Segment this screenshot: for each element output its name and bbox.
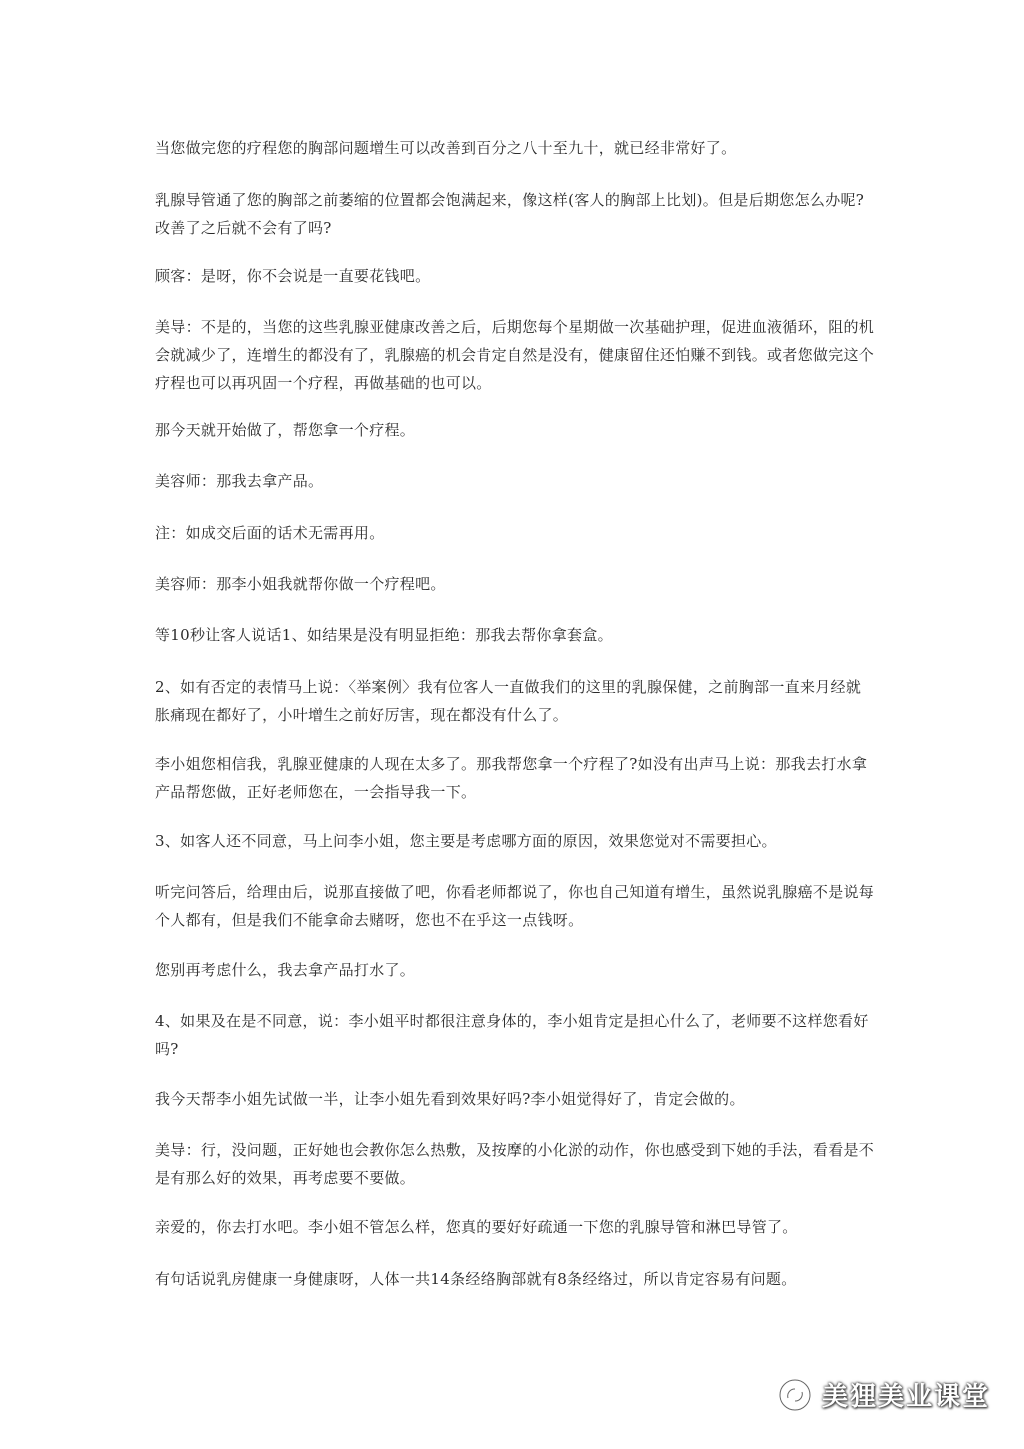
paragraph-8: 美容师：那李小姐我就帮你做一个疗程吧。 xyxy=(155,575,446,593)
wechat-official-account-icon xyxy=(778,1378,812,1412)
paragraph-5: 那今天就开始做了，帮您拿一个疗程。 xyxy=(155,421,416,439)
paragraph-10: 2、如有否定的表情马上说：〈举案例〉我有位客人一直做我们的这里的乳腺保健，之前胸部一直来月经就胀痛现在都好了，小叶增生之前好厉害，现在都没有什么了。 xyxy=(155,678,862,724)
paragraph-18: 亲爱的，你去打水吧。李小姐不管怎么样，您真的要好好疏通一下您的乳腺导管和淋巴导管了。 xyxy=(155,1218,798,1236)
paragraph-16: 我今天帮李小姐先试做一半，让李小姐先看到效果好吗?李小姐觉得好了，肯定会做的。 xyxy=(155,1090,745,1108)
paragraph-17: 美导：行，没问题，正好她也会教你怎么热敷，及按摩的小化淤的动作，你也感受到下她的手法，看看是不是有那么好的效果，再考虑要不要做。 xyxy=(155,1141,875,1187)
paragraph-11: 李小姐您相信我，乳腺亚健康的人现在太多了。那我帮您拿一个疗程了?如没有出声马上说：那我去打水拿产品帮您做，正好老师您在，一会指导我一下。 xyxy=(155,755,868,801)
paragraph-2: 乳腺导管通了您的胸部之前萎缩的位置都会饱满起来，像这样(客人的胸部上比划)。但是后期您怎么办呢?改善了之后就不会有了吗? xyxy=(155,191,865,237)
paragraph-7: 注：如成交后面的话术无需再用。 xyxy=(155,524,385,542)
watermark xyxy=(778,1376,990,1413)
paragraph-13: 听完问答后，给理由后，说那直接做了吧，你看老师都说了，你也自己知道有增生，虽然说乳腺癌不是说每个人都有，但是我们不能拿命去赌呀，您也不在乎这一点钱呀。 xyxy=(155,883,875,929)
watermark-text: 美狸美业课堂 xyxy=(821,1382,990,1412)
paragraph-12: 3、如客人还不同意，马上问李小姐，您主要是考虑哪方面的原因，效果您觉对不需要担心。 xyxy=(155,832,777,850)
paragraph-4: 美导：不是的，当您的这些乳腺亚健康改善之后，后期您每个星期做一次基础护理，促进血液循环，阻的机会就减少了，连增生的都没有了，乳腺癌的机会肯定自然是没有，健康留住还怕赚不到钱。或者您做完这个疗程也可以再巩固一个疗程，再做基础的也可以。 xyxy=(155,318,875,392)
paragraph-1: 当您做完您的疗程您的胸部问题增生可以改善到百分之八十至九十，就已经非常好了。 xyxy=(155,139,737,157)
paragraph-15: 4、如果及在是不同意，说：李小姐平时都很注意身体的，李小姐肯定是担心什么了，老师要不这样您看好吗? xyxy=(155,1012,869,1058)
paragraph-3: 顾客：是呀，你不会说是一直要花钱吧。 xyxy=(155,267,431,285)
paragraph-9: 等10秒让客人说话1、如结果是没有明显拒绝：那我去帮你拿套盒。 xyxy=(155,626,613,644)
paragraph-14: 您别再考虑什么，我去拿产品打水了。 xyxy=(155,961,416,979)
paragraph-6: 美容师：那我去拿产品。 xyxy=(155,472,324,490)
paragraph-19: 有句话说乳房健康一身健康呀，人体一共14条经络胸部就有8条经络过，所以肯定容易有问题。 xyxy=(155,1270,797,1288)
